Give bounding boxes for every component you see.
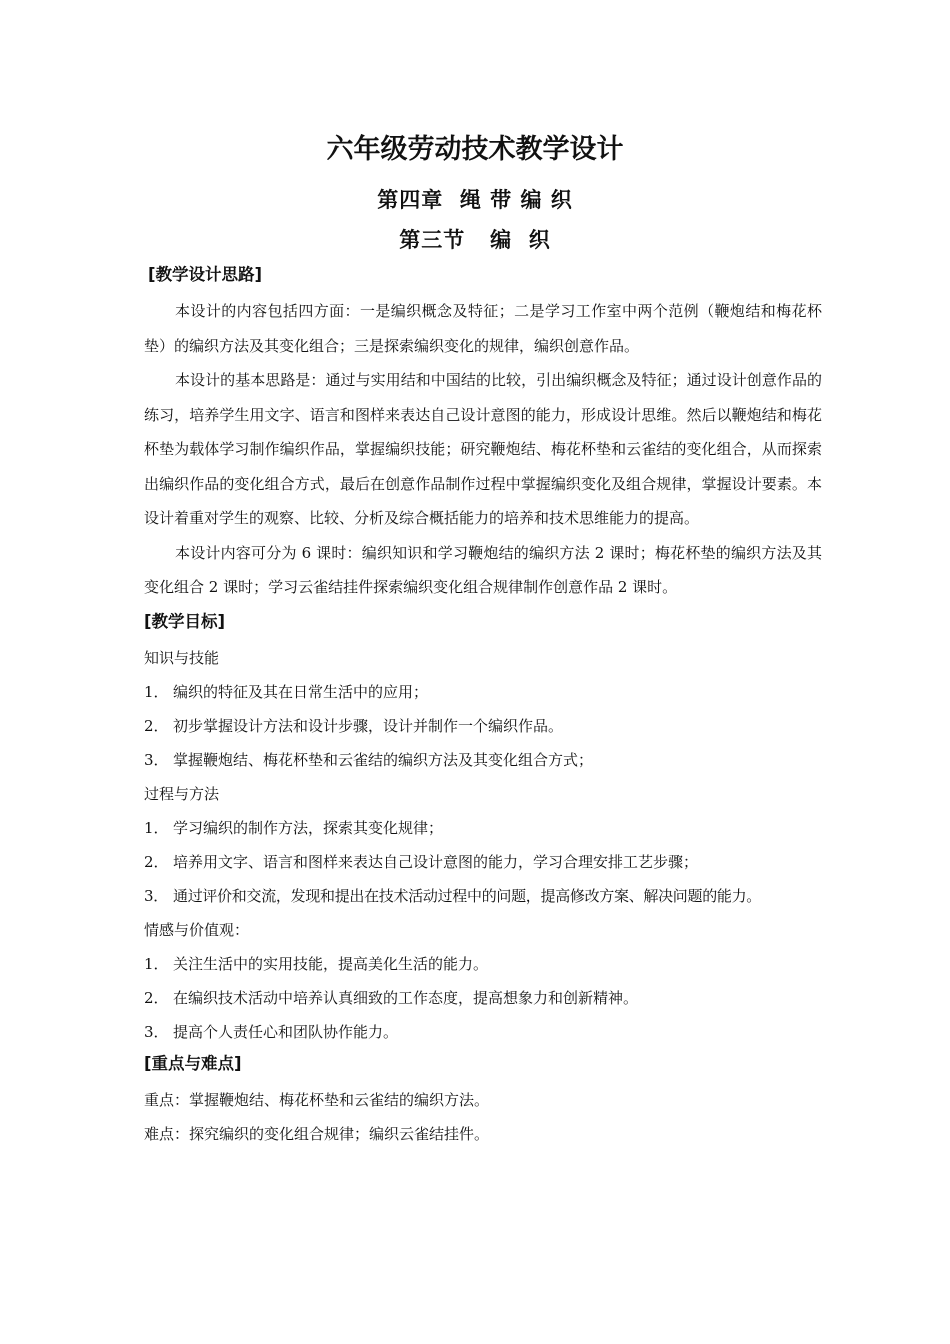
difficulty-text: 难点：探究编织的变化组合规律；编织云雀结挂件。 [144, 1124, 490, 1143]
item-text: 掌握鞭炮结、梅花杯垫和云雀结的编织方法及其变化组合方式； [173, 750, 594, 769]
item-number: 2． [144, 716, 169, 735]
item-number: 1． [144, 682, 169, 701]
item-number: 1． [144, 954, 169, 973]
objective-item [144, 981, 822, 1015]
objective-item [144, 743, 822, 777]
item-text: 通过评价和交流，发现和提出在技术活动过程中的问题，提高修改方案、解决问题的能力。 [173, 886, 762, 905]
item-text: 培养用文字、语言和图样来表达自己设计意图的能力，学习合理安排工艺步骤； [173, 852, 699, 871]
objective-group-label: 过程与方法 [144, 784, 220, 803]
item-text: 提高个人责任心和团队协作能力。 [173, 1022, 399, 1041]
item-text: 在编织技术活动中培养认真细致的工作态度，提高想象力和创新精神。 [173, 988, 639, 1007]
objective-group-label: 知识与技能 [144, 648, 220, 667]
item-number: 1． [144, 818, 169, 837]
chapter-heading: 第四章 绳 带 编 织 [377, 187, 573, 212]
objective-item [144, 1015, 822, 1049]
item-number: 3． [144, 886, 168, 905]
document-body [144, 260, 822, 1151]
objective-item [144, 675, 822, 709]
item-text: 编织的特征及其在日常生活中的应用； [173, 682, 429, 701]
document-title: 六年级劳动技术教学设计 [326, 134, 624, 165]
objective-item [144, 879, 822, 913]
section-heading: 第三节 编 织 [399, 227, 551, 252]
design-idea-heading: [教学设计思路] [148, 265, 263, 284]
key-points-heading: [重点与难点] [144, 1053, 242, 1073]
item-text: 初步掌握设计方法和设计步骤，设计并制作一个编织作品。 [173, 716, 564, 735]
design-idea-paragraph: 本设计的基本思路是：通过与实用结和中国结的比较，引出编织概念及特征；通过设计创意作品的练习，培养学生用文字、语言和图样来表达自己设计意图的能力，形成设计思维。然后以鞭炮结和梅花杯垫为载体学习制作编织作品，掌握编织技能；研究鞭炮结、梅花杯垫和云雀结的变化组合，从而探索出编织作品的变化组合方式，最后在创意作品制作过程中掌握编织变化及组合规律，掌握设计要素。本设计着重对学生的观察、比较、分析及综合概括能力的培养和技术思维能力的提高。 [144, 371, 822, 527]
design-idea-paragraph: 本设计内容可分为 6 课时：编织知识和学习鞭炮结的编织方法 2 课时；梅花杯垫的编织方法及其变化组合 2 课时；学习云雀结挂件探索编织变化组合规律制作创意作品 2 课时。 [144, 543, 822, 596]
objective-item [144, 811, 822, 845]
item-number: 3． [144, 1022, 169, 1041]
key-point-text: 重点：掌握鞭炮结、梅花杯垫和云雀结的编织方法。 [144, 1090, 490, 1109]
objective-item [144, 947, 822, 981]
item-number: 2． [144, 852, 169, 871]
objective-item [144, 845, 822, 879]
item-text: 学习编织的制作方法，探索其变化规律； [173, 818, 444, 837]
objective-item [144, 709, 822, 743]
objective-group-label: 情感与价值观： [144, 920, 250, 939]
item-number: 3． [144, 750, 169, 769]
item-text: 关注生活中的实用技能，提高美化生活的能力。 [173, 954, 489, 973]
objectives-heading: [教学目标] [144, 611, 226, 631]
design-idea-paragraph: 本设计的内容包括四方面：一是编织概念及特征；二是学习工作室中两个范例（鞭炮结和梅花杯垫）的编织方法及其变化组合；三是探索编织变化的规律，编织创意作品。 [144, 302, 822, 355]
item-number: 2． [144, 988, 169, 1007]
